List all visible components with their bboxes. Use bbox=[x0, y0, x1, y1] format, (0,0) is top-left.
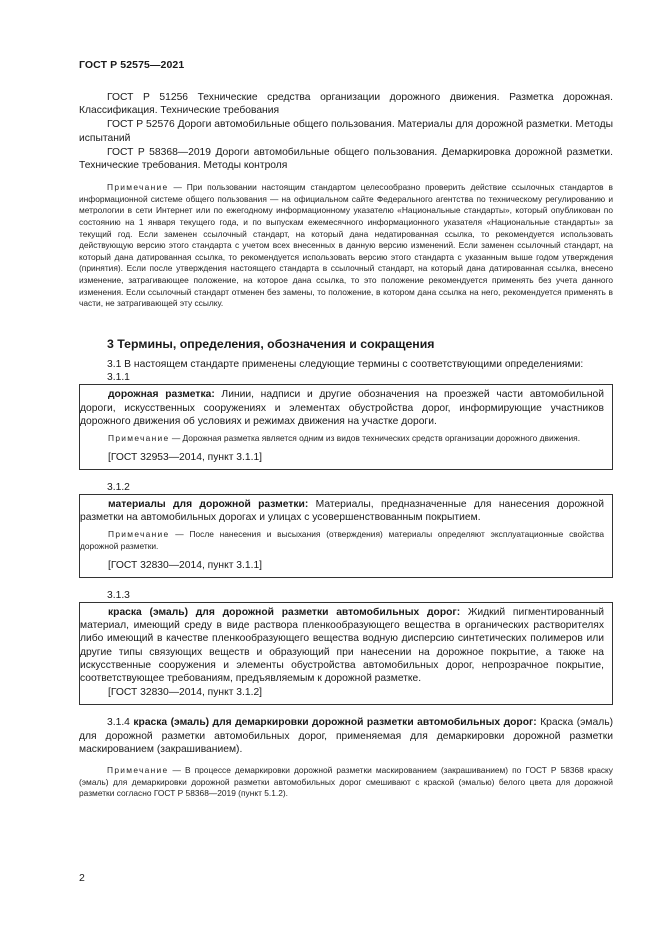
term-name: материалы для дорожной разметки: bbox=[108, 498, 309, 510]
section-title: 3 Термины, определения, обозначения и сокращения bbox=[107, 336, 435, 351]
note-text: — При пользовании настоящим стандартом целесообразно проверить действие ссылочных стандартов в информационной системе общего пользования — на официальном сайте Федерального агентства по техническому регулированию и метрологии в сети Интернет или по ежегодному информационному указателю «Национальные стандарты», который опубликован по состоянию на 1 января текущего года, и по выпускам ежемесячного информационного указателя «Национальные стандарты» за текущий год. Если заменен ссылочный стандарт, на который дана недатированная ссылка, то рекомендуется использовать действующую версию этого стандарта с учетом всех внесенных в данную версию изменений. Если заменен ссылочный стандарт, на который дана датированная ссылка, то рекомендуется использовать версию этого стандарта с указанным выше годом утверждения (принятия). Если после утверждения настоящего стандарта в ссылочный стандарт, на который дана датированная ссылка, внесено изменение, затрагивающее положение, на которое дана ссылка, то это положение рекомендуется применять без учета данного изменения. Если ссылочный стандарт отменен без замены, то положение, в котором дана ссылка на него, рекомендуется применять в части, не затрагивающей эту ссылку. bbox=[79, 182, 613, 309]
page-content bbox=[79, 91, 613, 800]
note-text: — Дорожная разметка является одним из видов технических средств организации дорожного движения. bbox=[171, 432, 581, 443]
references-note bbox=[79, 182, 613, 310]
term-definition bbox=[80, 388, 604, 428]
term-note bbox=[79, 765, 613, 800]
reference-item: ГОСТ Р 51256 Технические средства организации дорожного движения. Разметка дорожная. Классификация. Технические требования bbox=[79, 92, 613, 117]
page-number: 2 bbox=[79, 872, 85, 884]
term-314 bbox=[79, 716, 613, 756]
note-label: Примечание bbox=[108, 432, 170, 443]
section-intro: 3.1 В настоящем стандарте применены следующие термины с соответствующими определениями: bbox=[107, 358, 584, 370]
term-source: [ГОСТ 32830—2014, пункт 3.1.2] bbox=[108, 687, 263, 699]
note-label: Примечание bbox=[107, 765, 169, 775]
term-text: Краска (эмаль) для дорожной разметки автомобильных дорог, применяемая для демаркировки дорожной разметки маскированием (закрашиванием). bbox=[79, 717, 613, 755]
term-source: [ГОСТ 32953—2014, пункт 3.1.1] bbox=[108, 451, 263, 463]
note-text: — В процессе демаркировки дорожной разметки маскированием (закрашиванием) по ГОСТ Р 58368 краску (эмаль) для демаркировки дорожной разметки автомобильных дорог смешивают с краской (эмалью) белого цвета для дорожной разметки согласно ГОСТ Р 58368—2019 (пункт 5.1.2). bbox=[79, 765, 613, 799]
term-number: 3.1.3 bbox=[107, 589, 130, 601]
term-box bbox=[79, 384, 613, 469]
term-box bbox=[79, 602, 613, 705]
term-name: дорожная разметка: bbox=[108, 389, 215, 401]
term-definition bbox=[80, 606, 604, 685]
term-note bbox=[80, 529, 604, 552]
reference-item: ГОСТ Р 52576 Дороги автомобильные общего пользования. Материалы для дорожной разметки. Методы испытаний bbox=[79, 119, 613, 144]
term-name: краска (эмаль) для демаркировки дорожной разметки автомобильных дорог: bbox=[133, 717, 537, 729]
term-name: краска (эмаль) для дорожной разметки автомобильных дорог: bbox=[108, 606, 461, 618]
term-text: Материалы, предназначенные для нанесения дорожной разметки на автомобильных дорогах и улицах с усовершенствованным покрытием. bbox=[80, 498, 604, 524]
term-number: 3.1.2 bbox=[107, 481, 130, 493]
term-number: 3.1.4 bbox=[107, 717, 130, 729]
term-text: Жидкий пигментированный материал, имеющий среду в виде раствора пленкообразующего вещества в органических растворителях либо имеющий в качестве пленкообразующего вещества водную дисперсию синтетических полимеров или другие типы связующих веществ и образующий при нанесении на дорожное покрытие, а также на искусственные сооружения и элементы обустройства автомобильных дорог, непрозрачное покрытие, соответствующее требованиям, предъявляемым к дорожной разметке. bbox=[80, 606, 604, 684]
document-header: ГОСТ Р 52575—2021 bbox=[79, 59, 185, 71]
note-label: Примечание bbox=[107, 182, 169, 193]
note-text: — После нанесения и высыхания (отверждения) материалы определяют эксплуатационные свойства дорожной разметки. bbox=[80, 529, 604, 551]
term-number: 3.1.1 bbox=[107, 372, 130, 384]
term-definition bbox=[80, 498, 604, 524]
term-note bbox=[80, 433, 604, 445]
note-label: Примечание bbox=[108, 529, 170, 540]
term-text: Линии, надписи и другие обозначения на проезжей части автомобильной дороги, искусственных сооружениях и элементах обустройства дорог, информирующие участников дорожного движения об условиях и режимах движения на участке дороги. bbox=[80, 389, 604, 427]
term-source: [ГОСТ 32830—2014, пункт 3.1.1] bbox=[108, 559, 263, 571]
term-box bbox=[79, 494, 613, 578]
reference-item: ГОСТ Р 58368—2019 Дороги автомобильные общего пользования. Демаркировка дорожной разметки. Технические требования. Методы контроля bbox=[79, 146, 613, 172]
